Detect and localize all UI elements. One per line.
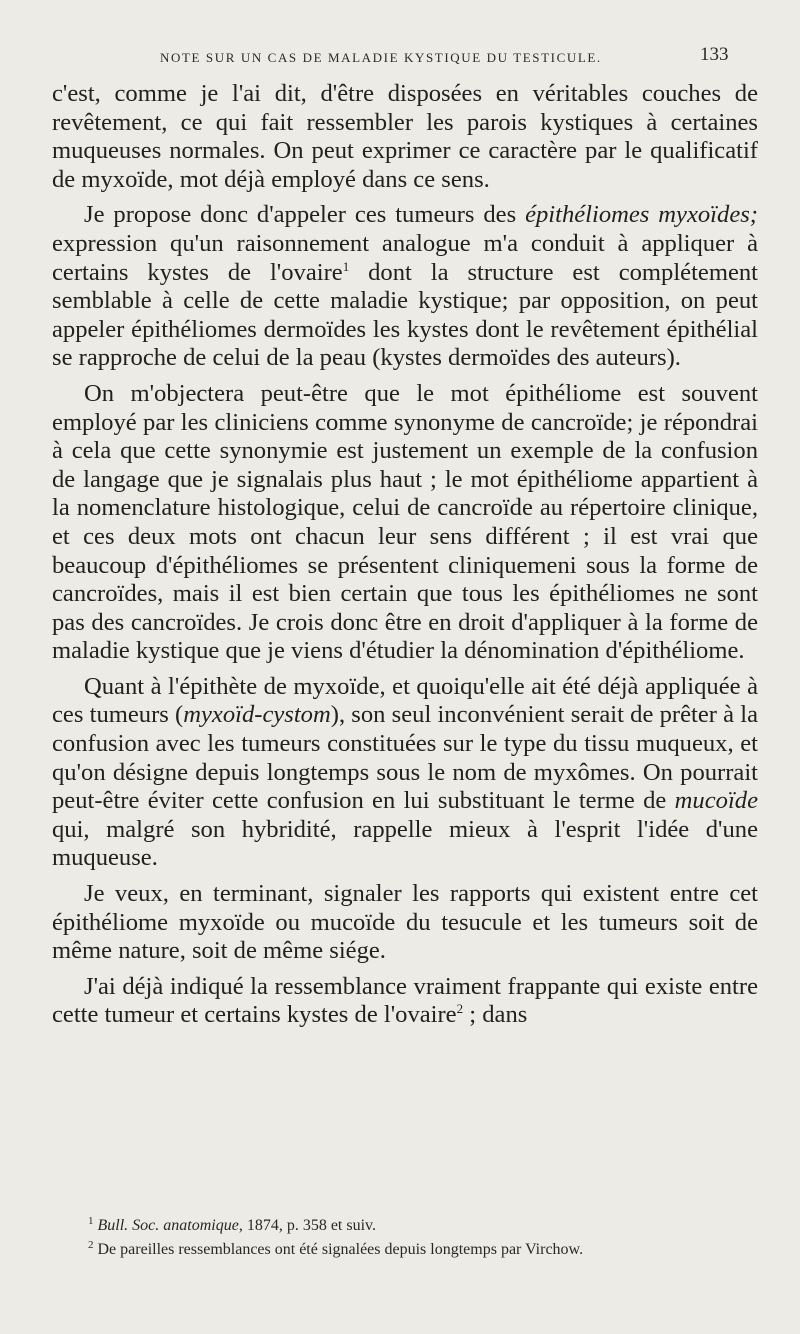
term-mucoide: mucoïde [674,787,758,815]
footnote-marker: 2 [88,1238,94,1251]
paragraph-6: J'ai déjà indiqué la ressemblance vraiment frappante qui existe entre cette tumeur et certains kystes de l'ovaire$^2$ ; dans [52,972,758,1029]
footnote-1: $^1$ Bull. Soc. anatomique, 1874, p. 358 et suiv. [88,1214,376,1234]
footnote-ref-1[interactable]: 1 [342,258,350,274]
footnote-source-title: Bull. Soc. anatomique [97,1217,239,1234]
paragraph-4: Quant à l'épithète de myxoïde, et quoiqu'elle ait été déjà appliquée à ces tumeurs (myxoïd-cystom), son seul inconvénient serait de prêter à la confusion avec les tumeurs constituées sur le type du tissu muqueux, et qu'on désigne depuis longtemps sous le nom de myxômes. On pourrait peut-être éviter cette confusion en lui substituant le terme de mucoïde qui, malgré son hybridité, rappelle mieux à l'esprit l'idée d'une muqueuse. [52,672,758,872]
term-epitheliomes-myxoides: épithéliomes myxoïdes; [525,201,758,229]
running-title: NOTE SUR UN CAS DE MALADIE KYSTIQUE DU TESTICULE. [160,50,602,65]
footnote-2: $^2$ De pareilles ressemblances ont été signalées depuis longtemps par Virchow. [88,1238,584,1258]
footnotes [88,1214,768,1262]
paragraph-1: c'est, comme je l'ai dit, d'être disposées en véritables couches de revêtement, ce qui fait ressembler les parois kystiques à certaines muqueuses normales. On peut exprimer ce caractère par le qualificatif de myxoïde, mot déjà employé dans ce sens. [52,80,758,193]
footnote-marker: 1 [88,1214,94,1227]
term-myxoid-cystom: myxoïd-cystom [183,701,331,729]
body-text [52,80,758,1030]
paragraph-2: Je propose donc d'appeler ces tumeurs des épithéliomes myxoïdes; expression qu'un raisonnement analogue m'a conduit à appliquer à certains kystes de l'ovaire$^1$ dont la structure est complétement semblable à celle de cette maladie kystique; par opposition, on peut appeler épithéliomes dermoïdes les kystes dont le revêtement épithélial se rapproche de celui de la peau (kystes dermoïdes des auteurs). [52,201,759,372]
footnote-ref-2[interactable]: 2 [456,1001,464,1017]
paragraph-5: Je veux, en terminant, signaler les rapports qui existent entre cet épithéliome myxoïde ou mucoïde du tesucule et les tumeurs soit de même nature, soit de même siége. [52,880,758,965]
paragraph-3: On m'objectera peut-être que le mot épithéliome est souvent employé par les cliniciens comme synonyme de cancroïde; je répondrai à cela que cette synonymie est justement un exemple de la confusion de langage que je signalais plus haut ; le mot épithéliome appartient à la nomenclature histologique, celui de cancroïde au répertoire clinique, et ces deux mots ont chacun leur sens différent ; il est vrai que beaucoup d'épithéliomes se présentent cliniquemeni sous la forme de cancroïdes, mais il est bien certain que tous les épithéliomes ne sont pas des cancroïdes. Je crois donc être en droit d'appliquer à la forme de maladie kystique que je viens d'étudier la dénomination d'épithéliome. [52,379,758,665]
page-number: 133 [700,44,729,65]
